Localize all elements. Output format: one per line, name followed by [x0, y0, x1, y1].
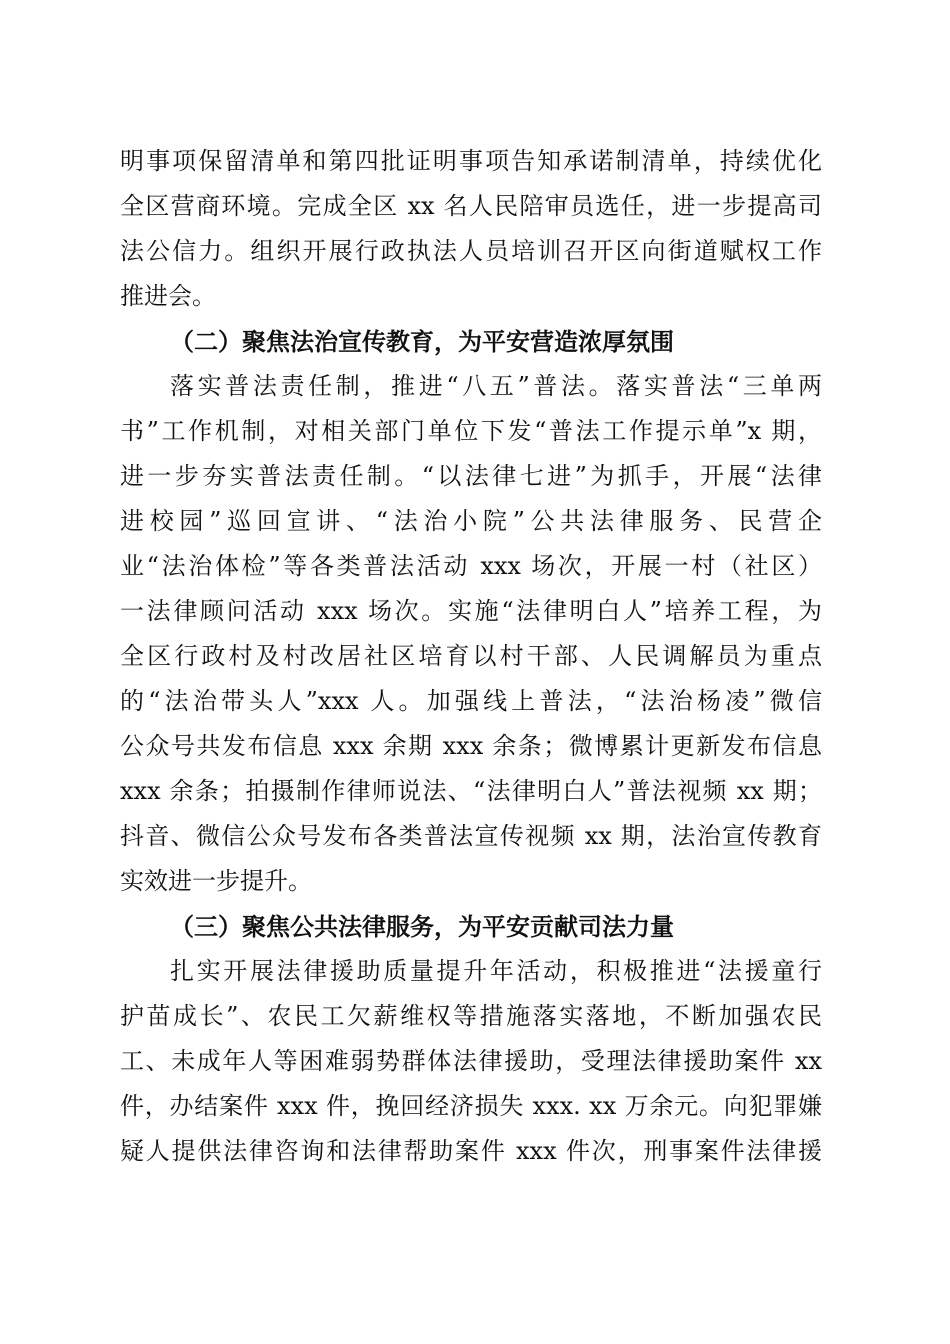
paragraph-line: 扎实开展法律援助质量提升年活动，积极推进“法援童行	[170, 957, 822, 985]
paragraph-line: 推进会。	[120, 282, 216, 310]
document-page	[120, 139, 822, 1174]
section-heading: （二）聚焦法治宣传教育，为平安营造浓厚氛围	[170, 327, 674, 356]
paragraph-line: 工、未成年人等困难弱势群体法律援助，受理法律援助案件 xx	[120, 1047, 822, 1075]
paragraph-line: 抖音、微信公众号发布各类普法宣传视频 xx 期，法治宣传教育	[120, 822, 822, 850]
paragraph-line: 全区行政村及村改居社区培育以村干部、人民调解员为重点	[120, 642, 822, 670]
paragraph-line: 护苗成长”、农民工欠薪维权等措施落实落地，不断加强农民	[120, 1002, 822, 1030]
paragraph-line: 件，办结案件 xxx 件，挽回经济损失 xxx. xx 万余元。向犯罪嫌	[120, 1092, 822, 1120]
section-heading: （三）聚焦公共法律服务，为平安贡献司法力量	[170, 912, 674, 941]
paragraph-line: xxx 余条；拍摄制作律师说法、“法律明白人”普法视频 xx 期；	[120, 777, 822, 805]
paragraph-line: 书”工作机制，对相关部门单位下发“普法工作提示单”x 期，	[120, 417, 822, 445]
paragraph-line: 疑人提供法律咨询和法律帮助案件 xxx 件次，刑事案件法律援	[120, 1137, 822, 1165]
paragraph-line: 公众号共发布信息 xxx 余期 xxx 余条；微博累计更新发布信息	[120, 732, 822, 760]
paragraph-line: 全区营商环境。完成全区 xx 名人民陪审员选任，进一步提高司	[120, 192, 822, 220]
paragraph-line: 法公信力。组织开展行政执法人员培训召开区向街道赋权工作	[120, 237, 822, 265]
paragraph-line: 的“法治带头人”xxx 人。加强线上普法，“法治杨凌”微信	[120, 687, 822, 715]
paragraph-line: 落实普法责任制，推进“八五”普法。落实普法“三单两	[170, 372, 822, 400]
paragraph-line: 明事项保留清单和第四批证明事项告知承诺制清单，持续优化	[120, 147, 822, 175]
paragraph-line: 业“法治体检”等各类普法活动 xxx 场次，开展一村（社区）	[120, 552, 822, 580]
paragraph-line: 一法律顾问活动 xxx 场次。实施“法律明白人”培养工程，为	[120, 597, 822, 625]
paragraph-line: 实效进一步提升。	[120, 867, 312, 895]
paragraph-line: 进一步夯实普法责任制。“以法律七进”为抓手，开展“法律	[120, 462, 822, 490]
paragraph-line: 进校园”巡回宣讲、“法治小院”公共法律服务、民营企	[120, 507, 822, 535]
